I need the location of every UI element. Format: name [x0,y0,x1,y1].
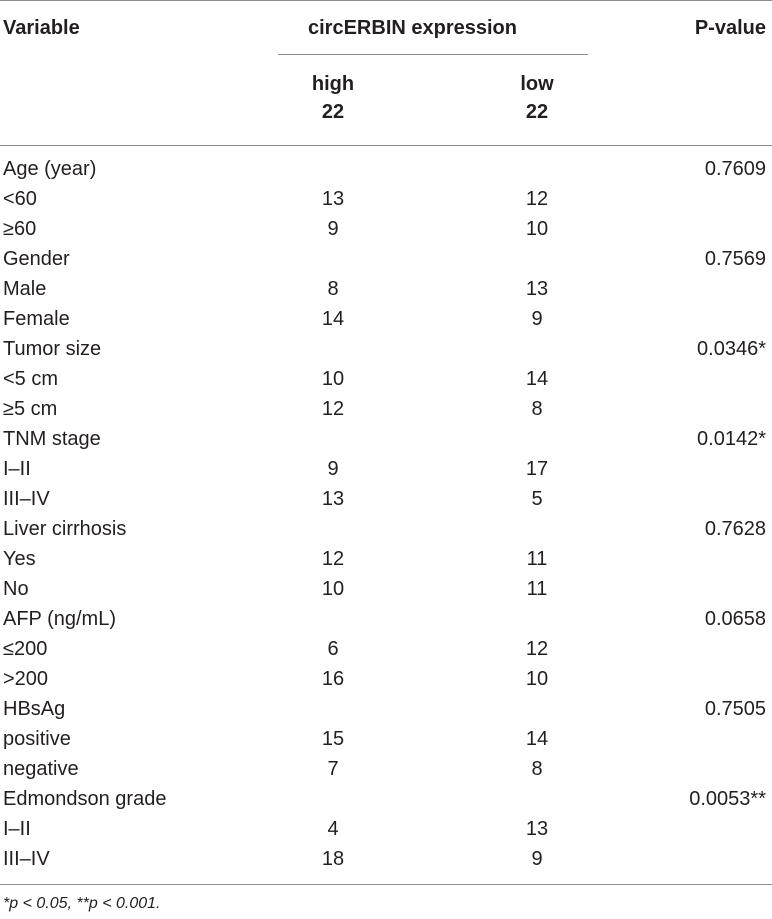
row-high-count: 8 [327,278,339,300]
table-row [0,604,772,634]
table-bottom-rule [0,884,772,885]
row-label: I–II [3,818,31,840]
table-row [0,664,772,694]
row-p-value: 0.0658 [704,608,766,630]
row-p-value: 0.7628 [704,518,766,540]
table-row [0,274,772,304]
table-row [0,334,772,364]
row-label: Liver cirrhosis [3,518,127,540]
table-row [0,694,772,724]
table-row [0,364,772,394]
table-row [0,514,772,544]
row-label: ≥5 cm [3,398,58,420]
table-row [0,184,772,214]
table-row [0,574,772,604]
row-high-count: 13 [321,188,345,210]
table-row [0,724,772,754]
row-label: ≥60 [3,218,37,240]
row-label: Yes [3,548,36,570]
table-row [0,214,772,244]
header-bottom-rule [0,145,772,146]
header-p-value: P-value [694,17,766,39]
row-low-count: 9 [531,848,543,870]
row-label: <60 [3,188,37,210]
row-label: Age (year) [3,158,97,180]
header-variable: Variable [3,17,80,39]
row-label: Edmondson grade [3,788,167,810]
row-p-value: 0.0346* [697,338,766,360]
table-row [0,394,772,424]
table-row [0,454,772,484]
header-high-label: high [311,73,355,95]
table-row [0,784,772,814]
header-circerbin-expression: circERBIN expression [308,17,517,39]
row-label: <5 cm [3,368,59,390]
table-row [0,844,772,874]
table-row [0,484,772,514]
row-high-count: 7 [327,758,339,780]
row-low-count: 10 [525,218,549,240]
row-low-count: 8 [531,398,543,420]
row-label: HBsAg [3,698,66,720]
table-row [0,154,772,184]
table-row [0,754,772,784]
table-top-rule [0,0,772,1]
row-label: TNM stage [3,428,101,450]
row-label: Female [3,308,70,330]
expression-group-rule [278,54,588,55]
row-low-count: 12 [525,188,549,210]
table-footnote: *p < 0.05, **p < 0.001. [3,895,161,912]
row-low-count: 9 [531,308,543,330]
row-label: >200 [3,668,49,690]
row-high-count: 16 [321,668,345,690]
row-high-count: 13 [321,488,345,510]
row-label: ≤200 [3,638,48,660]
row-label: Male [3,278,47,300]
header-low-label: low [520,73,554,95]
row-p-value: 0.7569 [704,248,766,270]
row-low-count: 8 [531,758,543,780]
table-row [0,244,772,274]
row-high-count: 9 [327,458,339,480]
row-label: positive [3,728,71,750]
row-high-count: 18 [321,848,345,870]
table-row [0,634,772,664]
row-high-count: 10 [321,578,345,600]
row-label: III–IV [3,488,50,510]
row-high-count: 9 [327,218,339,240]
row-low-count: 10 [525,668,549,690]
row-label: AFP (ng/mL) [3,608,116,630]
row-low-count: 13 [525,818,549,840]
row-label: negative [3,758,79,780]
row-label: Gender [3,248,70,270]
row-low-count: 11 [526,578,548,600]
row-high-count: 10 [321,368,345,390]
table-row [0,544,772,574]
row-high-count: 4 [327,818,339,840]
table-row [0,424,772,454]
row-label: III–IV [3,848,50,870]
row-low-count: 11 [526,548,548,570]
row-p-value: 0.0053** [689,788,766,810]
row-label: Tumor size [3,338,102,360]
row-label: I–II [3,458,31,480]
row-label: No [3,578,29,600]
row-low-count: 12 [525,638,549,660]
row-p-value: 0.0142* [697,428,766,450]
header-high-count: 22 [321,101,345,123]
row-p-value: 0.7505 [704,698,766,720]
row-low-count: 5 [531,488,543,510]
row-low-count: 13 [525,278,549,300]
table-row [0,814,772,844]
row-low-count: 14 [525,728,549,750]
row-high-count: 12 [321,398,345,420]
header-low-count: 22 [525,101,549,123]
row-high-count: 6 [327,638,339,660]
row-low-count: 14 [525,368,549,390]
row-high-count: 15 [321,728,345,750]
row-low-count: 17 [525,458,549,480]
row-high-count: 12 [321,548,345,570]
row-high-count: 14 [321,308,345,330]
row-p-value: 0.7609 [704,158,766,180]
table-row [0,304,772,334]
